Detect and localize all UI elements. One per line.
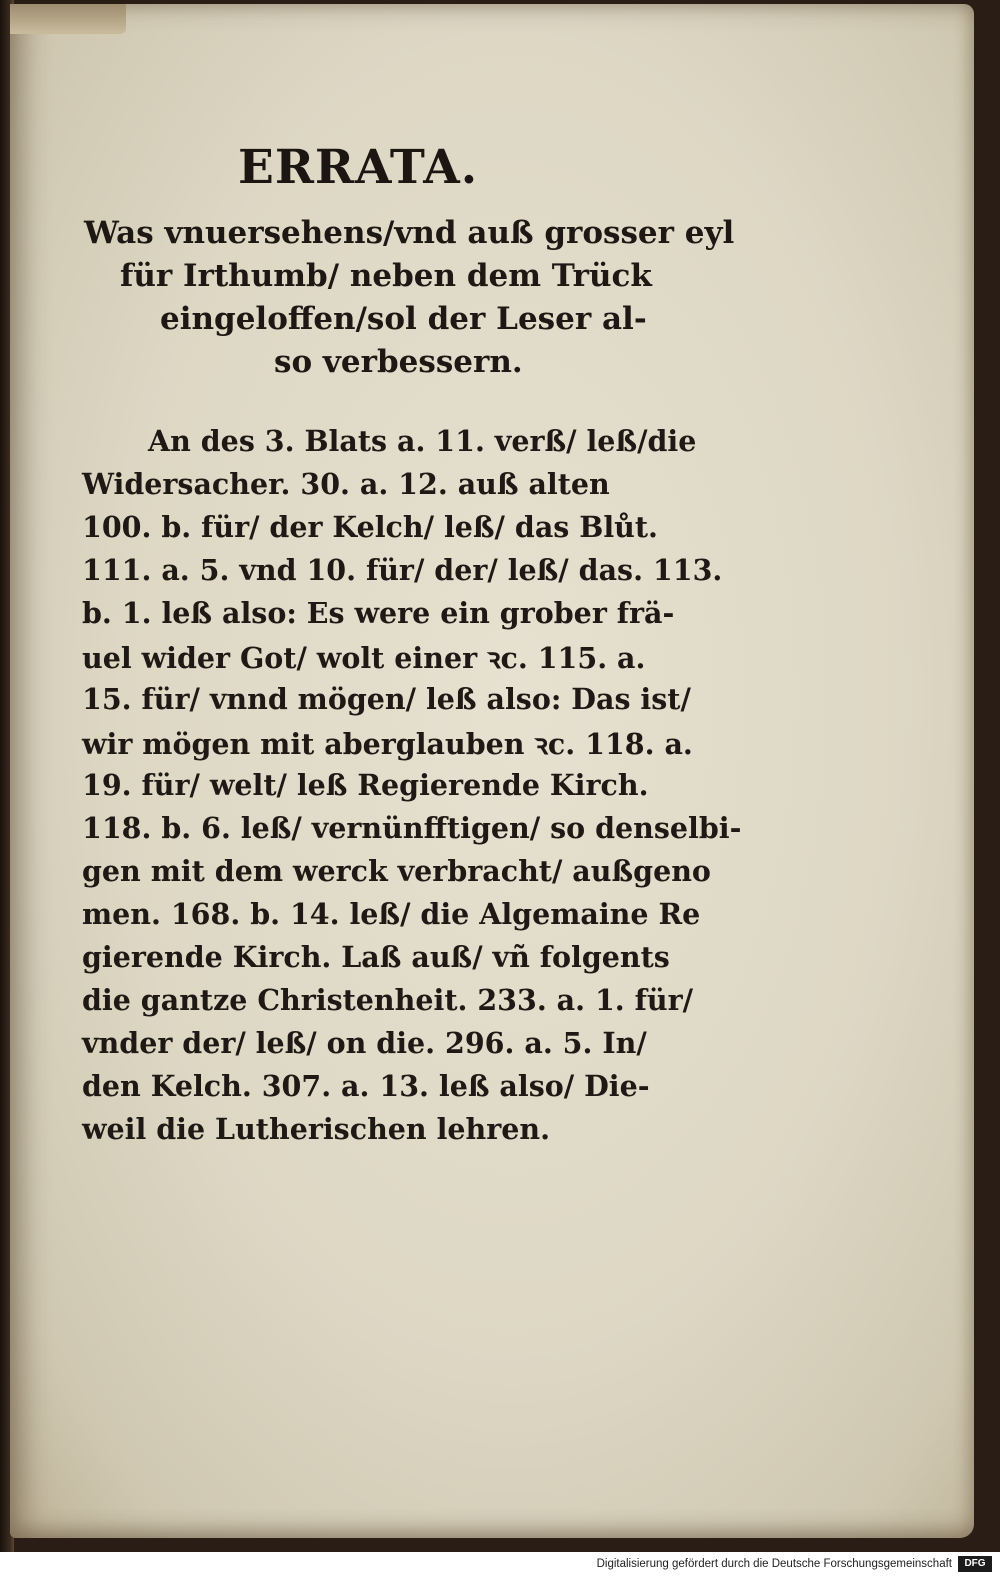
heading-line: Was vnuersehens/vnd auß grosser eyl [84,215,735,251]
body-line: An des 3. Blats a. 11. verß/ leß/die [148,424,697,458]
body-line: 15. für/ vnnd mögen/ leß also: Das ist/ [82,682,691,716]
dfg-logo: DFG [958,1556,992,1572]
body-line: gierende Kirch. Laß auß/ vñ folgents [82,940,670,974]
body-line: men. 168. b. 14. leß/ die Algemaine Re [82,897,701,931]
funding-credit: Digitalisierung gefördert durch die Deutsche Forschungsgemeinschaft [596,1558,952,1570]
body-line: uel wider Got/ wolt einer ꝛc. 115. a. [82,641,646,675]
body-line: b. 1. leß also: Es were ein grober frä- [82,596,675,630]
body-line: die gantze Christenheit. 233. a. 1. für/ [82,983,694,1017]
body-line: 111. a. 5. vnd 10. für/ der/ leß/ das. 113. [82,553,723,587]
body-line: 100. b. für/ der Kelch/ leß/ das Blůt. [82,510,658,544]
body-line: Widersacher. 30. a. 12. auß alten [82,467,610,501]
page-title: ERRATA. [238,140,479,195]
page-corner-tab [10,4,126,34]
heading-line: so verbessern. [274,344,523,380]
body-line: wir mögen mit aberglauben ꝛc. 118. a. [82,727,693,761]
heading-line: eingeloffen/sol der Leser al- [160,301,647,337]
body-line: 19. für/ welt/ leß Regierende Kirch. [82,768,649,802]
body-line: vnder der/ leß/ on die. 296. a. 5. In/ [82,1026,647,1060]
body-line: 118. b. 6. leß/ vernünfftigen/ so denselbi- [82,811,742,845]
body-line: weil die Lutherischen lehren. [82,1112,551,1146]
heading-line: für Irthumb/ neben dem Trück [120,258,652,294]
body-line: gen mit dem werck verbracht/ außgeno [82,854,711,888]
body-line: den Kelch. 307. a. 13. leß also/ Die- [82,1069,650,1103]
